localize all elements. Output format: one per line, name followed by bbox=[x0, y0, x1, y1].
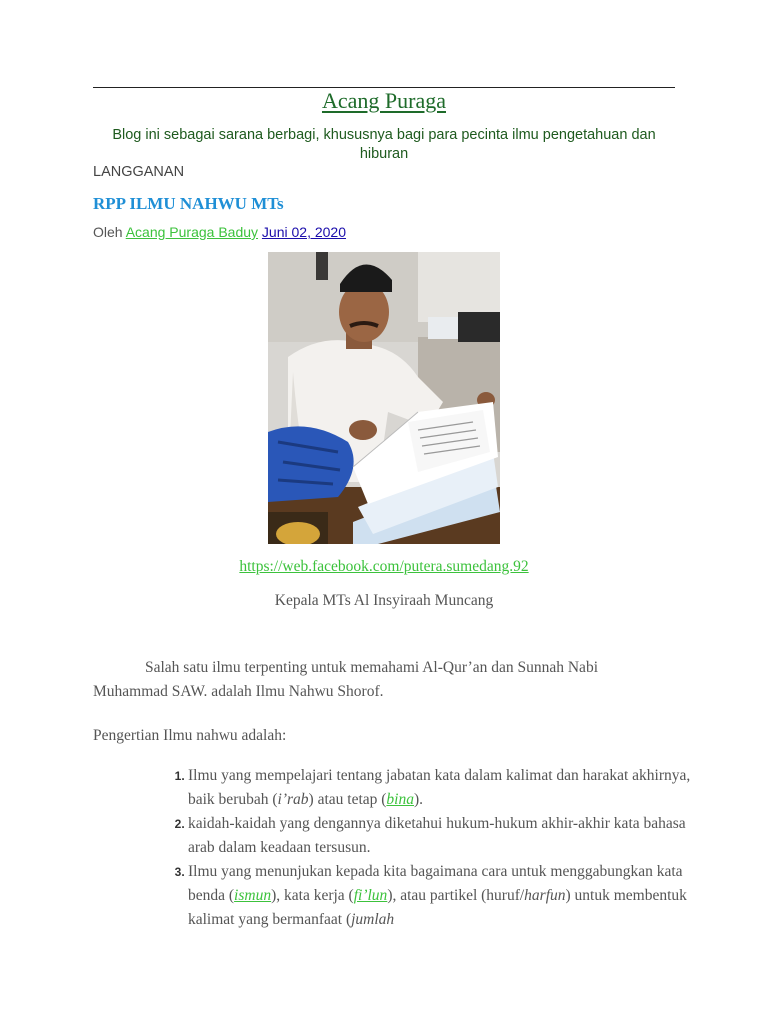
definition-heading: Pengertian Ilmu nahwu adalah: bbox=[93, 727, 287, 744]
bina-link[interactable]: bina bbox=[386, 791, 414, 808]
irab-term: i’rab bbox=[277, 791, 309, 808]
definition-list bbox=[150, 764, 713, 932]
byline-label: Oleh bbox=[93, 224, 123, 240]
intro-text: Salah satu ilmu terpenting untuk memahami Al-Qur’an dan Sunnah Nabi Muhammad SAW. adalah Ilmu Nahwu Shorof. bbox=[93, 659, 598, 700]
post-photo bbox=[268, 252, 500, 544]
jumlah-term: jumlah bbox=[351, 911, 395, 928]
facebook-link[interactable]: https://web.facebook.com/putera.sumedang.92 bbox=[239, 558, 529, 575]
ismun-link[interactable]: ismun bbox=[234, 887, 272, 904]
post-byline bbox=[93, 224, 346, 240]
author-link[interactable]: Acang Puraga Baduy bbox=[125, 224, 259, 240]
harfun-term: harfun bbox=[524, 887, 566, 904]
site-title[interactable]: Acang Puraga bbox=[321, 88, 446, 113]
date-link[interactable]: Juni 02, 2020 bbox=[261, 224, 346, 240]
subscribe-link[interactable]: LANGGANAN bbox=[93, 164, 185, 180]
post-title[interactable]: RPP ILMU NAHWU MTs bbox=[93, 194, 284, 213]
filun-link[interactable]: fi’lun bbox=[353, 887, 388, 904]
list-item: 2. kaidah-kaidah yang dengannya diketahui hukum-hukum akhir-akhir kata bahasa arab dalam keadaan tersusun. bbox=[188, 812, 713, 860]
list-item: 3. Ilmu yang menunjukan kepada kita bagaimana cara untuk menggabungkan kata benda (ismun), kata kerja (fi’lun), atau partikel (huruf/harfun) untuk membentuk kalimat yang bermanfaat (jumlah bbox=[188, 860, 713, 932]
list-item: 1. Ilmu yang mempelajari tentang jabatan kata dalam kalimat dan harakat akhirnya, baik berubah (i’rab) atau tetap (bina). bbox=[188, 764, 713, 812]
intro-paragraph bbox=[93, 656, 675, 704]
site-tagline: Blog ini sebagai sarana berbagi, khususnya bagi para pecinta ilmu pengetahuan dan hiburan bbox=[112, 127, 656, 162]
photo-caption: Kepala MTs Al Insyiraah Muncang bbox=[274, 592, 494, 609]
